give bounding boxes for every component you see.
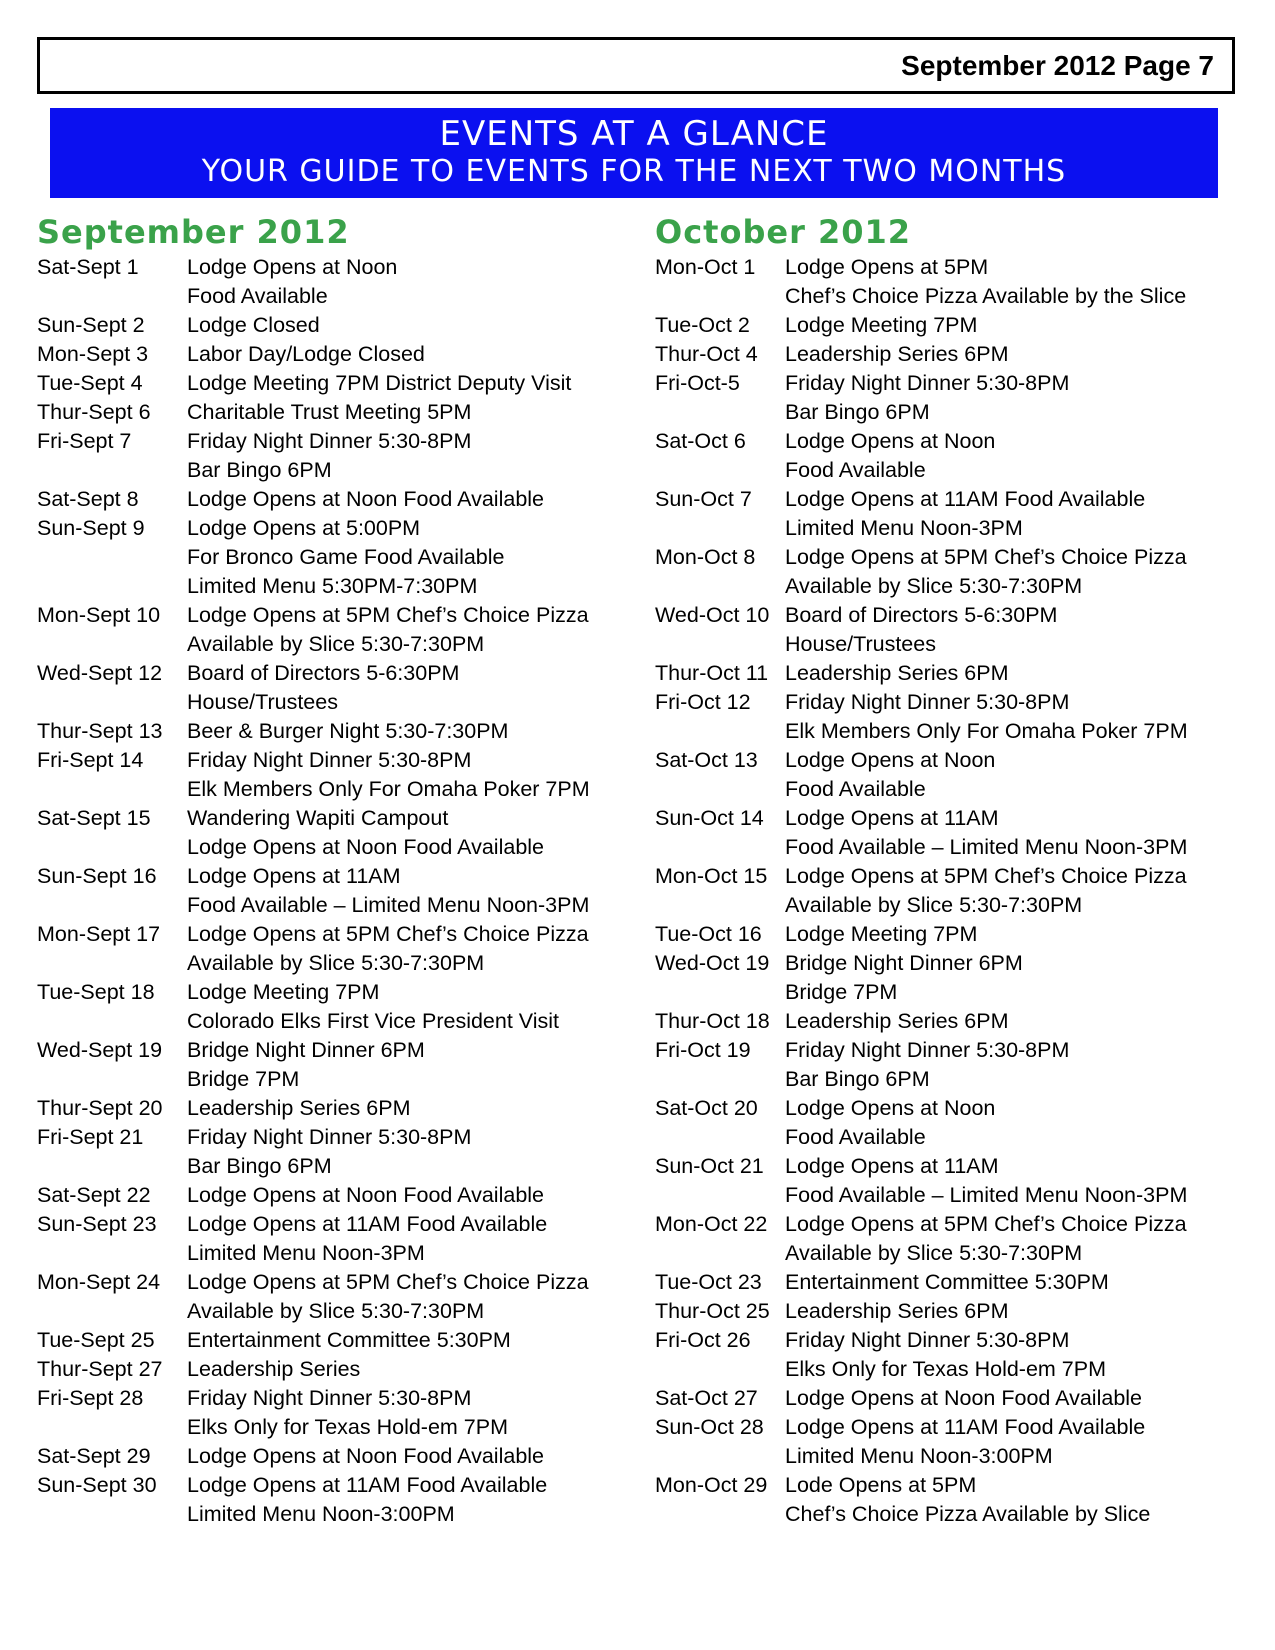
event-day: Sun-Oct 7 xyxy=(655,487,752,511)
banner-title: EVENTS AT A GLANCE xyxy=(439,114,829,154)
event-row xyxy=(655,1471,1255,1529)
event-day: Fri-Sept 21 xyxy=(37,1125,144,1149)
event-line: Limited Menu Noon-3:00PM xyxy=(187,1502,455,1526)
event-line: Friday Night Dinner 5:30-8PM xyxy=(187,748,472,772)
event-description xyxy=(187,1094,637,1123)
event-day: Sat-Sept 1 xyxy=(37,255,139,279)
event-row xyxy=(37,514,637,601)
event-day: Sat-Oct 6 xyxy=(655,429,746,453)
event-description xyxy=(187,920,637,978)
event-line: Lodge Opens at 11AM xyxy=(187,864,401,888)
event-day: Fri-Oct 19 xyxy=(655,1038,751,1062)
event-line: Limited Menu Noon-3PM xyxy=(187,1241,425,1265)
event-day: Sun-Sept 23 xyxy=(37,1212,157,1236)
event-row xyxy=(655,311,1255,340)
event-description xyxy=(187,746,637,804)
event-line: Available by Slice 5:30-7:30PM xyxy=(187,632,485,656)
september-column xyxy=(37,212,637,1529)
event-description xyxy=(785,1036,1255,1094)
event-day: Fri-Sept 14 xyxy=(37,748,144,772)
event-line: Available by Slice 5:30-7:30PM xyxy=(785,1241,1083,1265)
event-line: Lodge Opens at 5PM Chef’s Choice Pizza xyxy=(785,864,1187,888)
event-day: Fri-Sept 28 xyxy=(37,1386,144,1410)
event-row xyxy=(655,1297,1255,1326)
event-day: Thur-Oct 25 xyxy=(655,1299,770,1323)
event-line: Food Available – Limited Menu Noon-3PM xyxy=(187,893,590,917)
event-line: Chef’s Choice Pizza Available by Slice xyxy=(785,1502,1151,1526)
event-description xyxy=(187,427,637,485)
event-day: Fri-Sept 7 xyxy=(37,429,132,453)
event-row xyxy=(37,427,637,485)
event-day: Sat-Oct 20 xyxy=(655,1096,758,1120)
event-line: Friday Night Dinner 5:30-8PM xyxy=(187,429,472,453)
page-header xyxy=(37,37,1235,94)
event-description xyxy=(187,804,637,862)
event-line: Lode Opens at 5PM xyxy=(785,1473,977,1497)
event-line: Lodge Opens at 11AM xyxy=(785,806,999,830)
event-day: Thur-Oct 4 xyxy=(655,342,758,366)
event-description xyxy=(785,1268,1255,1297)
event-line: Chef’s Choice Pizza Available by the Slice xyxy=(785,284,1187,308)
event-row xyxy=(655,485,1255,543)
event-description xyxy=(785,601,1255,659)
event-day: Wed-Sept 19 xyxy=(37,1038,163,1062)
event-line: Friday Night Dinner 5:30-8PM xyxy=(785,690,1070,714)
event-description xyxy=(785,1007,1255,1036)
event-line: Available by Slice 5:30-7:30PM xyxy=(187,951,485,975)
event-row xyxy=(37,485,637,514)
event-description xyxy=(187,398,637,427)
event-description xyxy=(785,1210,1255,1268)
event-line: Lodge Opens at Noon xyxy=(785,1096,996,1120)
event-line: Limited Menu 5:30PM-7:30PM xyxy=(187,574,478,598)
event-line: Leadership Series 6PM xyxy=(785,342,1009,366)
event-description xyxy=(187,253,637,311)
event-row xyxy=(37,1471,637,1529)
event-line: Lodge Opens at Noon xyxy=(785,748,996,772)
event-row xyxy=(37,1181,637,1210)
event-row xyxy=(37,717,637,746)
event-line: Lodge Opens at 5PM Chef’s Choice Pizza xyxy=(785,1212,1187,1236)
event-row xyxy=(37,1094,637,1123)
event-description xyxy=(785,253,1255,311)
event-line: Available by Slice 5:30-7:30PM xyxy=(785,574,1083,598)
event-description xyxy=(785,1471,1255,1529)
event-description xyxy=(187,659,637,717)
event-line: Lodge Meeting 7PM xyxy=(187,980,380,1004)
event-row xyxy=(655,1413,1255,1471)
event-row xyxy=(655,1152,1255,1210)
september-title: September 2012 xyxy=(37,213,350,251)
event-line: Bar Bingo 6PM xyxy=(187,1154,332,1178)
event-day: Mon-Oct 22 xyxy=(655,1212,768,1236)
event-row xyxy=(37,1326,637,1355)
event-row xyxy=(37,978,637,1036)
event-row xyxy=(37,862,637,920)
event-day: Sat-Sept 29 xyxy=(37,1444,151,1468)
event-line: Lodge Opens at 5PM Chef’s Choice Pizza xyxy=(187,1270,589,1294)
event-line: Bar Bingo 6PM xyxy=(187,458,332,482)
event-row xyxy=(655,601,1255,659)
event-row xyxy=(37,340,637,369)
event-line: Friday Night Dinner 5:30-8PM xyxy=(785,371,1070,395)
event-day: Mon-Sept 10 xyxy=(37,603,161,627)
event-line: Friday Night Dinner 5:30-8PM xyxy=(187,1386,472,1410)
event-day: Tue-Sept 25 xyxy=(37,1328,155,1352)
event-day: Wed-Oct 10 xyxy=(655,603,770,627)
event-line: Leadership Series 6PM xyxy=(187,1096,411,1120)
event-description xyxy=(187,1471,637,1529)
event-line: Lodge Opens at 5:00PM xyxy=(187,516,421,540)
event-day: Tue-Sept 18 xyxy=(37,980,155,1004)
event-description xyxy=(187,1210,637,1268)
event-line: Elks Only for Texas Hold-em 7PM xyxy=(187,1415,509,1439)
event-description xyxy=(187,717,637,746)
event-line: Lodge Opens at Noon Food Available xyxy=(187,835,545,859)
event-day: Mon-Oct 15 xyxy=(655,864,768,888)
event-line: Lodge Opens at Noon xyxy=(785,429,996,453)
event-day: Sun-Sept 2 xyxy=(37,313,145,337)
event-day: Tue-Sept 4 xyxy=(37,371,143,395)
event-description xyxy=(187,1036,637,1094)
event-line: Bridge Night Dinner 6PM xyxy=(187,1038,425,1062)
event-line: Available by Slice 5:30-7:30PM xyxy=(785,893,1083,917)
event-line: Lodge Opens at Noon Food Available xyxy=(187,1444,545,1468)
event-row xyxy=(655,1384,1255,1413)
event-line: Lodge Opens at Noon Food Available xyxy=(187,1183,545,1207)
event-description xyxy=(187,340,637,369)
event-description xyxy=(785,804,1255,862)
event-line: For Bronco Game Food Available xyxy=(187,545,505,569)
event-line: Bridge Night Dinner 6PM xyxy=(785,951,1023,975)
page-label: September 2012 Page 7 xyxy=(901,50,1214,81)
event-description xyxy=(785,1152,1255,1210)
event-row xyxy=(655,253,1255,311)
event-description xyxy=(785,746,1255,804)
event-row xyxy=(37,1355,637,1384)
event-day: Wed-Oct 19 xyxy=(655,951,770,975)
event-line: Labor Day/Lodge Closed xyxy=(187,342,425,366)
event-line: Entertainment Committee 5:30PM xyxy=(187,1328,511,1352)
event-day: Thur-Sept 13 xyxy=(37,719,163,743)
event-line: Lodge Opens at Noon Food Available xyxy=(187,487,545,511)
event-description xyxy=(785,659,1255,688)
event-line: Lodge Opens at 11AM Food Available xyxy=(785,487,1146,511)
october-event-list xyxy=(655,253,1255,1529)
event-line: Colorado Elks First Vice President Visit xyxy=(187,1009,560,1033)
event-line: Lodge Meeting 7PM xyxy=(785,313,978,337)
event-line: Elk Members Only For Omaha Poker 7PM xyxy=(187,777,590,801)
event-description xyxy=(785,949,1255,1007)
event-description xyxy=(785,920,1255,949)
event-day: Sun-Sept 30 xyxy=(37,1473,157,1497)
event-row xyxy=(37,1210,637,1268)
event-description xyxy=(187,1326,637,1355)
event-line: House/Trustees xyxy=(187,690,338,714)
event-row xyxy=(655,1326,1255,1384)
event-description xyxy=(187,978,637,1036)
event-row xyxy=(37,1442,637,1471)
event-description xyxy=(785,1326,1255,1384)
event-description xyxy=(187,311,637,340)
event-day: Sun-Sept 16 xyxy=(37,864,157,888)
event-line: Lodge Opens at 11AM xyxy=(785,1154,999,1178)
event-row xyxy=(655,340,1255,369)
event-line: Lodge Opens at 11AM Food Available xyxy=(187,1212,548,1236)
event-line: Bar Bingo 6PM xyxy=(785,1067,930,1091)
event-day: Tue-Oct 2 xyxy=(655,313,750,337)
event-line: Entertainment Committee 5:30PM xyxy=(785,1270,1109,1294)
event-line: Elks Only for Texas Hold-em 7PM xyxy=(785,1357,1107,1381)
event-line: Leadership Series 6PM xyxy=(785,661,1009,685)
event-line: Lodge Opens at 5PM Chef’s Choice Pizza xyxy=(187,922,589,946)
event-row xyxy=(37,804,637,862)
event-line: Lodge Opens at 5PM xyxy=(785,255,989,279)
event-description xyxy=(187,862,637,920)
event-row xyxy=(37,369,637,398)
event-row xyxy=(37,1123,637,1181)
event-line: Lodge Closed xyxy=(187,313,320,337)
october-column xyxy=(655,212,1255,1529)
event-description xyxy=(187,1268,637,1326)
event-day: Fri-Oct 12 xyxy=(655,690,751,714)
event-row xyxy=(655,862,1255,920)
event-line: Available by Slice 5:30-7:30PM xyxy=(187,1299,485,1323)
event-day: Sat-Sept 15 xyxy=(37,806,151,830)
event-row xyxy=(655,1036,1255,1094)
event-day: Tue-Oct 16 xyxy=(655,922,762,946)
event-row xyxy=(37,1384,637,1442)
event-line: Bridge 7PM xyxy=(187,1067,300,1091)
event-day: Fri-Oct 26 xyxy=(655,1328,751,1352)
event-description xyxy=(187,485,637,514)
event-row xyxy=(37,1268,637,1326)
event-day: Thur-Sept 6 xyxy=(37,400,151,424)
event-row xyxy=(37,253,637,311)
event-day: Sun-Sept 9 xyxy=(37,516,145,540)
event-line: Board of Directors 5-6:30PM xyxy=(187,661,460,685)
event-day: Fri-Oct-5 xyxy=(655,371,740,395)
event-description xyxy=(785,311,1255,340)
event-line: Lodge Opens at 11AM Food Available xyxy=(187,1473,548,1497)
event-line: Friday Night Dinner 5:30-8PM xyxy=(785,1328,1070,1352)
event-row xyxy=(655,804,1255,862)
event-description xyxy=(785,862,1255,920)
event-row xyxy=(37,659,637,717)
event-row xyxy=(37,311,637,340)
event-row xyxy=(655,543,1255,601)
event-row xyxy=(655,1268,1255,1297)
event-day: Mon-Oct 1 xyxy=(655,255,756,279)
event-description xyxy=(187,514,637,601)
event-row xyxy=(37,601,637,659)
event-day: Mon-Oct 29 xyxy=(655,1473,768,1497)
event-description xyxy=(785,340,1255,369)
event-description xyxy=(187,1123,637,1181)
event-day: Tue-Oct 23 xyxy=(655,1270,762,1294)
event-row xyxy=(655,659,1255,688)
event-line: Food Available xyxy=(785,1125,926,1149)
event-description xyxy=(785,1297,1255,1326)
event-description xyxy=(187,1384,637,1442)
event-line: Lodge Opens at 5PM Chef’s Choice Pizza xyxy=(187,603,589,627)
event-line: House/Trustees xyxy=(785,632,936,656)
event-row xyxy=(655,920,1255,949)
event-row xyxy=(655,369,1255,427)
event-day: Sat-Oct 27 xyxy=(655,1386,758,1410)
event-day: Sun-Oct 21 xyxy=(655,1154,764,1178)
event-line: Food Available xyxy=(785,458,926,482)
event-line: Limited Menu Noon-3:00PM xyxy=(785,1444,1053,1468)
event-day: Sun-Oct 28 xyxy=(655,1415,764,1439)
event-day: Mon-Oct 8 xyxy=(655,545,756,569)
event-line: Friday Night Dinner 5:30-8PM xyxy=(187,1125,472,1149)
event-row xyxy=(655,746,1255,804)
events-banner xyxy=(50,108,1218,198)
event-description xyxy=(785,485,1255,543)
event-day: Sat-Sept 8 xyxy=(37,487,139,511)
event-day: Thur-Sept 27 xyxy=(37,1357,163,1381)
event-row xyxy=(655,949,1255,1007)
october-title: October 2012 xyxy=(655,213,912,251)
banner-subtitle: YOUR GUIDE TO EVENTS FOR THE NEXT TWO MONTHS xyxy=(201,154,1067,189)
event-line: Limited Menu Noon-3PM xyxy=(785,516,1023,540)
event-day: Wed-Sept 12 xyxy=(37,661,163,685)
event-row xyxy=(655,1007,1255,1036)
event-row xyxy=(655,1094,1255,1152)
event-row xyxy=(655,688,1255,746)
event-line: Board of Directors 5-6:30PM xyxy=(785,603,1058,627)
event-description xyxy=(785,369,1255,427)
event-day: Thur-Sept 20 xyxy=(37,1096,163,1120)
event-description xyxy=(187,369,637,398)
event-description xyxy=(187,601,637,659)
event-line: Lodge Meeting 7PM xyxy=(785,922,978,946)
event-row xyxy=(37,398,637,427)
event-line: Lodge Opens at Noon Food Available xyxy=(785,1386,1143,1410)
event-line: Food Available xyxy=(785,777,926,801)
event-row xyxy=(655,1210,1255,1268)
event-row xyxy=(37,746,637,804)
event-line: Lodge Opens at 11AM Food Available xyxy=(785,1415,1146,1439)
event-day: Sat-Sept 22 xyxy=(37,1183,151,1207)
september-event-list xyxy=(37,253,637,1529)
event-description xyxy=(785,1384,1255,1413)
event-description xyxy=(187,1442,637,1471)
event-day: Mon-Sept 3 xyxy=(37,342,149,366)
event-line: Lodge Meeting 7PM District Deputy Visit xyxy=(187,371,572,395)
event-line: Food Available xyxy=(187,284,328,308)
event-row xyxy=(37,920,637,978)
event-line: Beer & Burger Night 5:30-7:30PM xyxy=(187,719,509,743)
event-description xyxy=(785,427,1255,485)
event-line: Food Available – Limited Menu Noon-3PM xyxy=(785,835,1188,859)
event-line: Food Available – Limited Menu Noon-3PM xyxy=(785,1183,1188,1207)
event-row xyxy=(37,1036,637,1094)
event-description xyxy=(785,1094,1255,1152)
event-line: Leadership Series 6PM xyxy=(785,1299,1009,1323)
event-day: Thur-Oct 11 xyxy=(655,661,769,685)
event-line: Wandering Wapiti Campout xyxy=(187,806,449,830)
event-line: Bar Bingo 6PM xyxy=(785,400,930,424)
event-day: Thur-Oct 18 xyxy=(655,1009,770,1033)
event-line: Lodge Opens at Noon xyxy=(187,255,398,279)
event-description xyxy=(785,543,1255,601)
event-line: Friday Night Dinner 5:30-8PM xyxy=(785,1038,1070,1062)
event-line: Lodge Opens at 5PM Chef’s Choice Pizza xyxy=(785,545,1187,569)
event-line: Elk Members Only For Omaha Poker 7PM xyxy=(785,719,1188,743)
event-line: Bridge 7PM xyxy=(785,980,898,1004)
event-day: Sat-Oct 13 xyxy=(655,748,758,772)
event-line: Charitable Trust Meeting 5PM xyxy=(187,400,472,424)
event-line: Leadership Series xyxy=(187,1357,361,1381)
event-row xyxy=(655,427,1255,485)
event-description xyxy=(187,1355,637,1384)
event-description xyxy=(785,688,1255,746)
event-day: Mon-Sept 24 xyxy=(37,1270,161,1294)
event-day: Sun-Oct 14 xyxy=(655,806,764,830)
event-line: Leadership Series 6PM xyxy=(785,1009,1009,1033)
event-description xyxy=(785,1413,1255,1471)
event-description xyxy=(187,1181,637,1210)
event-day: Mon-Sept 17 xyxy=(37,922,161,946)
